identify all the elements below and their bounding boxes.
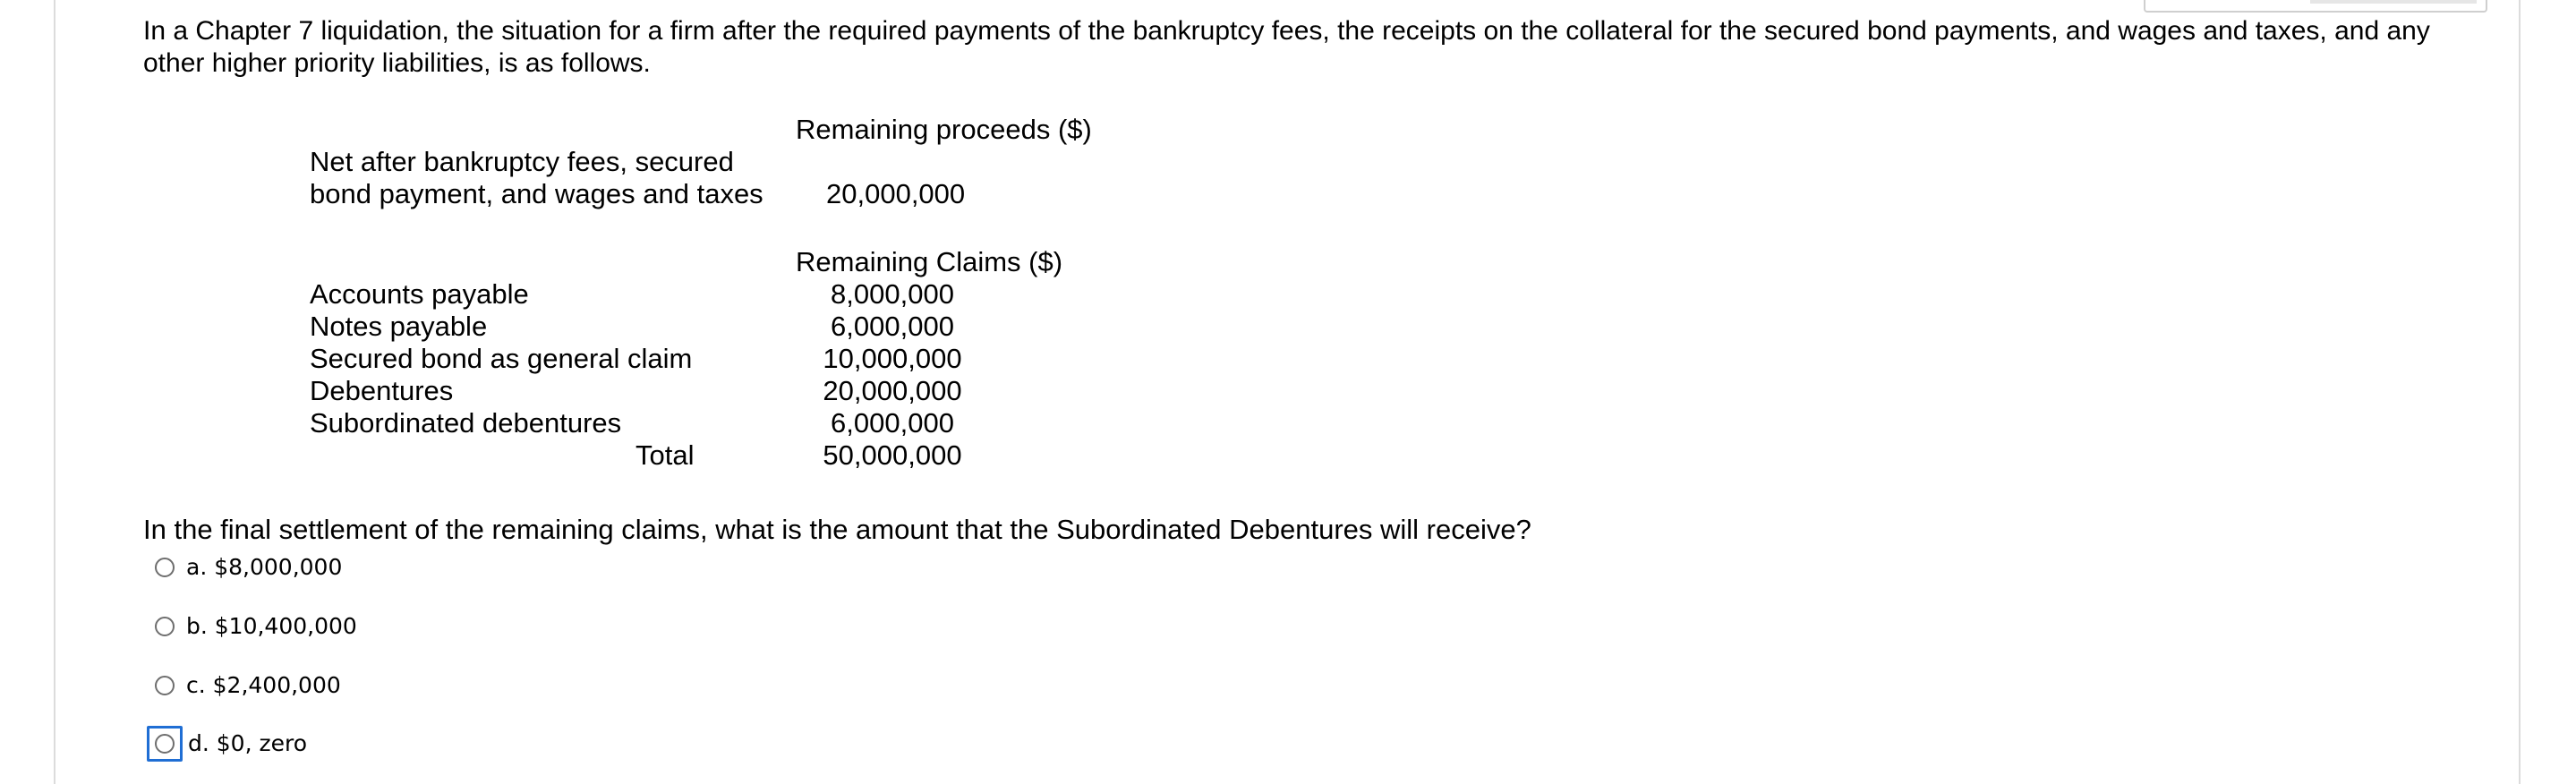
claims-total-value: 50,000,000 — [823, 439, 962, 471]
answer-option-c[interactable] — [149, 668, 341, 703]
proceeds-value: 20,000,000 — [826, 178, 966, 209]
option-label: c. $2,400,000 — [186, 672, 341, 698]
question-intro: In a Chapter 7 liquidation, the situation for a firm after the required payments of the bankruptcy fees, the receipts on the collateral for the secured bond payments, and wages and taxes, and any other higher priority liabilities, is as follows. — [143, 16, 2430, 78]
focus-ring — [147, 726, 183, 762]
claim-value: 6,000,000 — [831, 407, 954, 439]
claims-header: Remaining Claims ($) — [796, 246, 1063, 277]
claim-value: 6,000,000 — [831, 311, 954, 342]
toolbar-control — [2310, 0, 2477, 4]
radio-button[interactable] — [155, 617, 175, 636]
proceeds-header: Remaining proceeds ($) — [796, 114, 1092, 145]
claim-value: 8,000,000 — [831, 278, 954, 310]
answer-option-d[interactable] — [149, 726, 307, 762]
answer-option-a[interactable] — [149, 550, 342, 585]
claims-total-label: Total — [635, 439, 695, 471]
radio-button[interactable] — [155, 558, 175, 577]
option-label: d. $0, zero — [188, 730, 307, 756]
top-toolbar-stub — [2144, 0, 2487, 13]
answer-option-b[interactable] — [149, 609, 357, 644]
option-label: a. $8,000,000 — [186, 554, 343, 580]
claim-label: Subordinated debentures — [310, 407, 622, 439]
claim-value: 10,000,000 — [823, 343, 962, 374]
radio-button[interactable] — [155, 734, 175, 754]
radio-button[interactable] — [155, 676, 175, 695]
claim-label: Secured bond as general claim — [310, 343, 693, 374]
claim-label: Notes payable — [310, 311, 488, 342]
proceeds-label-line1: Net after bankruptcy fees, secured — [310, 146, 734, 177]
claim-label: Accounts payable — [310, 278, 529, 310]
question-text: In the final settlement of the remaining claims, what is the amount that the Subordinated Debentures will receive? — [143, 514, 1531, 545]
claim-value: 20,000,000 — [823, 375, 962, 406]
claim-label: Debentures — [310, 375, 454, 406]
option-label: b. $10,400,000 — [186, 613, 357, 639]
proceeds-label-line2: bond payment, and wages and taxes — [310, 178, 763, 209]
